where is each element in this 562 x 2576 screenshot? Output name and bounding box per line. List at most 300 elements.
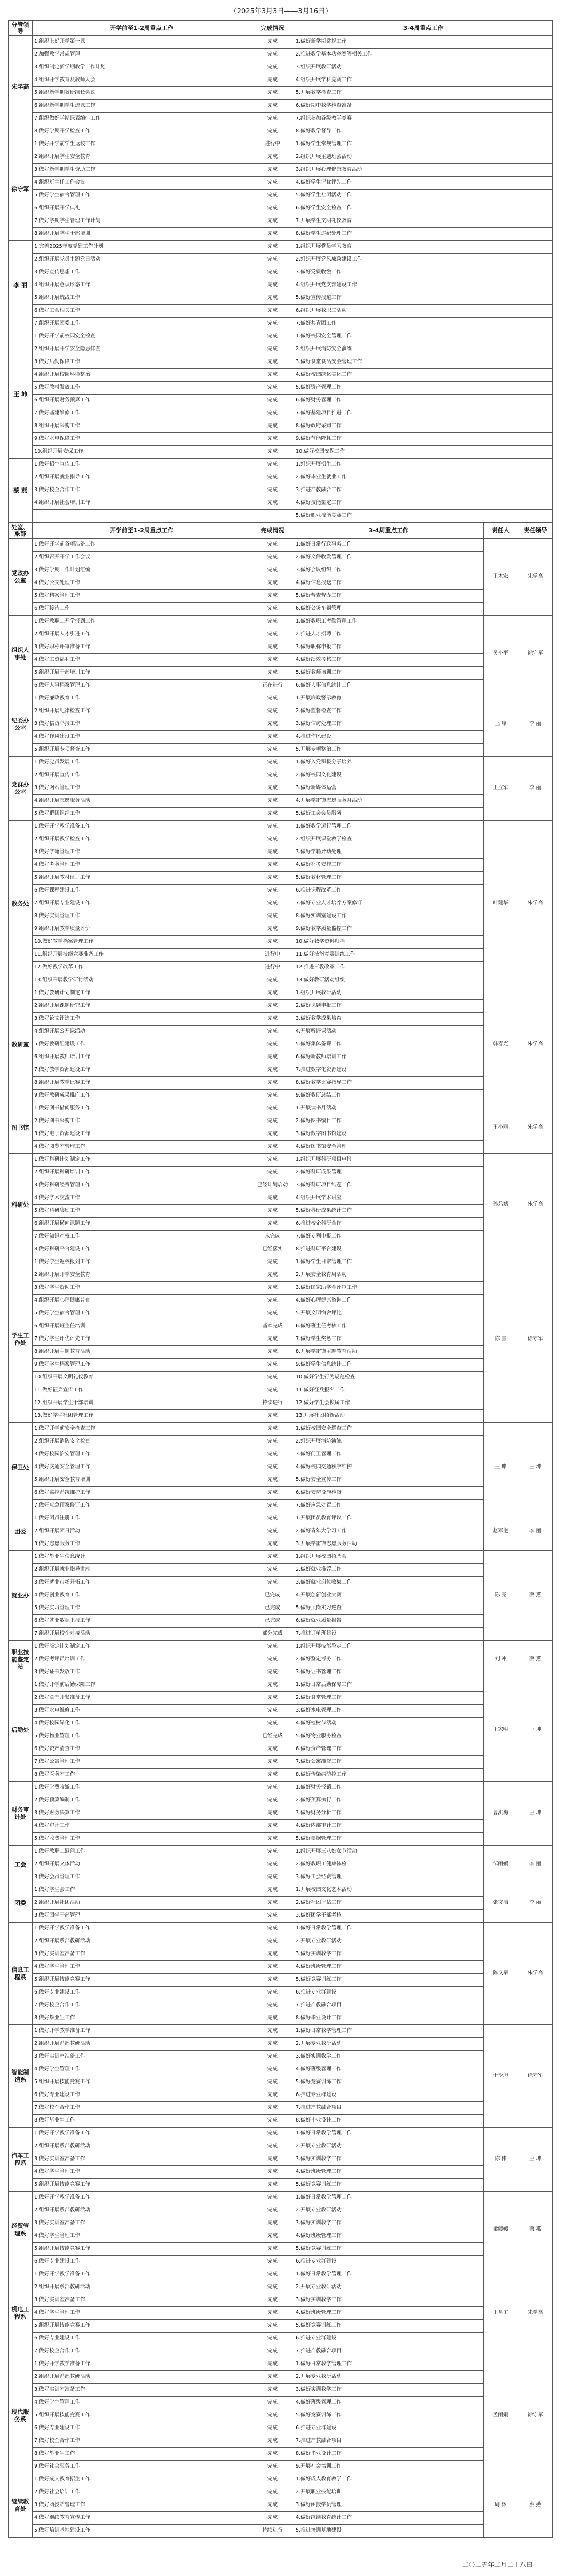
task-w1-2: 2.组织开展文体活动 <box>33 1858 251 1871</box>
task-w3-4: 5.做好集体备课工作 <box>294 1038 484 1051</box>
task-status: 正在进行 <box>251 680 294 692</box>
task-w3-4: 7.做好共青团工作 <box>294 318 553 330</box>
dept-name: 现代服务系 <box>9 2358 33 2473</box>
table-row <box>9 279 553 292</box>
task-w3-4: 1.做好日常教学管理工作 <box>294 1923 484 1935</box>
table-row <box>9 2179 553 2192</box>
task-status: 持续进行 <box>251 1397 294 1410</box>
dept-name: 机电工程系 <box>9 2268 33 2358</box>
task-w1-2: 2.组织开展就业指导讲座 <box>33 1564 251 1577</box>
dept-header-0: 处室、系部 <box>9 523 33 539</box>
task-status: 完成 <box>251 1038 294 1051</box>
task-status: 完成 <box>251 2153 294 2166</box>
responsible-leader: 李 丽 <box>518 1846 553 1884</box>
responsible-person: 陈 亮 <box>484 1551 518 1641</box>
task-w3-4: 8.开展学雷锋主题教育活动 <box>294 1346 484 1359</box>
task-status: 完成 <box>251 395 294 407</box>
task-status: 完成 <box>251 1820 294 1833</box>
task-status: 完成 <box>251 2089 294 2102</box>
task-w3-4: 3.做好函授学员管理 <box>294 2499 484 2512</box>
task-status: 完成 <box>251 2294 294 2307</box>
task-w3-4: 3.做好信访处理工作 <box>294 718 484 731</box>
task-w1-2: 2.组织开展系部教研活动 <box>33 2038 251 2051</box>
table-row <box>9 2217 553 2230</box>
task-w1-2: 3.做好函授站管理工作 <box>33 2499 251 2512</box>
task-w3-4: 3.做好实训教学工作 <box>294 2294 484 2307</box>
task-w1-2: 1.完善2025年度党建工作计划 <box>33 241 251 254</box>
task-status: 完成 <box>251 2268 294 2281</box>
task-w1-2: 2.组织开展系部教研活动 <box>33 2371 251 2384</box>
task-status: 完成 <box>251 1897 294 1910</box>
task-status: 完成 <box>251 2076 294 2089</box>
task-status: 完成 <box>251 846 294 859</box>
task-w1-2: 9.做好水电保障工作 <box>33 433 251 446</box>
task-status: 已经落实 <box>251 1243 294 1256</box>
task-w1-2: 9.做好教研成果推广工作 <box>33 1090 251 1102</box>
table-row <box>9 1538 553 1551</box>
task-w3-4: 8.做好教学督导工作 <box>294 125 553 138</box>
task-w1-2: 7.做好应急预案修订工作 <box>33 1500 251 1512</box>
table-row <box>9 2499 553 2512</box>
table-row <box>9 1974 553 1987</box>
task-w3-4: 1.做好日常教学管理工作 <box>294 2268 484 2281</box>
task-w1-2: 5.做好收费管理工作 <box>33 1833 251 1846</box>
table-row <box>9 782 553 795</box>
task-w3-4: 6.推进校企科研合作 <box>294 1218 484 1231</box>
dept-name: 团委 <box>9 1512 33 1551</box>
task-status: 完成 <box>251 1999 294 2012</box>
task-status: 完成 <box>251 1782 294 1794</box>
task-w3-4: 6.推进专业群建设 <box>294 2333 484 2345</box>
table-row <box>9 872 553 885</box>
task-w1-2: 7.做好校企合作工作 <box>33 1999 251 2012</box>
task-w1-2: 1.做好廉政教育工作 <box>33 692 251 705</box>
table-row <box>9 2230 553 2243</box>
task-status: 完成 <box>251 2051 294 2063</box>
task-status: 完成 <box>251 459 294 471</box>
responsible-person: 孙乐斌 <box>484 1154 518 1256</box>
table-row <box>9 1833 553 1846</box>
task-status: 完成 <box>251 2499 294 2512</box>
table-row <box>9 1154 553 1167</box>
task-w1-2: 2.组织开展科研培训工作 <box>33 1167 251 1179</box>
table-row <box>9 1500 553 1512</box>
table-row <box>9 680 553 692</box>
task-w1-2: 4.做好阅览室管理工作 <box>33 1141 251 1154</box>
table-row <box>9 1666 553 1679</box>
task-w3-4: 8.做好毕业设计工作 <box>294 2115 484 2128</box>
task-w3-4: 5.做好资产管理工作 <box>294 382 553 395</box>
task-w1-2: 2.组织开展系部教研活动 <box>33 1935 251 1948</box>
task-status: 完成 <box>251 628 294 641</box>
task-w1-2: 2.做好考评员培训工作 <box>33 1653 251 1666</box>
task-w1-2: 5.做好档案管理工作 <box>33 590 251 603</box>
task-status: 完成 <box>251 757 294 769</box>
task-w3-4: 1.开展校园文化艺术活动 <box>294 1884 484 1897</box>
task-w1-2: 8.做好学期开学检查工作 <box>33 125 251 138</box>
table-row <box>9 433 553 446</box>
responsible-leader: 蔡 燕 <box>518 1641 553 1679</box>
task-w1-2: 1.做好开学前学生返校工作 <box>33 138 251 151</box>
task-w3-4: 5.做好竞赛训练工作 <box>294 2076 484 2089</box>
table-row <box>9 1653 553 1666</box>
task-w1-2: 8.组织开展采购工作 <box>33 420 251 433</box>
task-w3-4: 1.做好日常后勤保障工作 <box>294 1679 484 1692</box>
task-w3-4: 3.做好实训教学工作 <box>294 2384 484 2397</box>
table-row <box>9 2345 553 2358</box>
task-w3-4: 5.做好顶岗实习巡查 <box>294 1602 484 1615</box>
task-w3-4: 6.做好期中教学检查准备 <box>294 100 553 113</box>
task-w1-2: 7.组织开展专业建设工作 <box>33 897 251 910</box>
responsible-person: 王 坤 <box>484 1423 518 1512</box>
task-w1-2: 5.做好科研奖励工作 <box>33 1205 251 1218</box>
task-w1-2: 1.做好开学教学准备工作 <box>33 2268 251 2281</box>
table-row <box>9 1141 553 1154</box>
task-w1-2: 3.组织制定新学期教学工作计划 <box>33 61 251 74</box>
task-status: 完成 <box>251 2179 294 2192</box>
task-w3-4: 6.做好财务管理工作 <box>294 395 553 407</box>
task-status: 完成 <box>251 1769 294 1782</box>
task-w1-2: 4.做好学术交流工作 <box>33 1192 251 1205</box>
task-w1-2: 1.做好成人教育招生工作 <box>33 2473 251 2486</box>
task-status: 完成 <box>251 164 294 177</box>
responsible-leader: 李 丽 <box>518 1884 553 1923</box>
table-row <box>9 1102 553 1115</box>
task-w1-2: 2.做好社会培训工作 <box>33 2486 251 2499</box>
task-w1-2: 13.组织开展教学研讨活动 <box>33 974 251 987</box>
responsible-leader: 李 丽 <box>518 757 553 821</box>
task-w3-4: 4.做好班级管理工作 <box>294 2063 484 2076</box>
table-row <box>9 497 553 510</box>
task-status: 完成 <box>251 1269 294 1282</box>
task-w1-2: 4.做好学生管理工作 <box>33 2397 251 2409</box>
task-status: 完成 <box>251 2448 294 2461</box>
task-w3-4: 1.组织开展校园招聘会 <box>294 1551 484 1564</box>
task-status: 完成 <box>251 590 294 603</box>
responsible-person: 陈 伟 <box>484 2128 518 2192</box>
task-status: 完成 <box>251 1295 294 1307</box>
task-status: 完成 <box>251 654 294 667</box>
task-w3-4: 1.组织开展招生工作 <box>294 459 553 471</box>
task-status: 完成 <box>251 2038 294 2051</box>
task-w1-2: 4.组织开学教育及教师大会 <box>33 74 251 87</box>
task-w3-4: 5.做好安全宣传工作 <box>294 1474 484 1487</box>
task-status: 完成 <box>251 279 294 292</box>
task-w3-4: 3.做好会议组织工作 <box>294 564 484 577</box>
task-status: 完成 <box>251 1666 294 1679</box>
dept-name: 教研室 <box>9 987 33 1102</box>
task-w3-4: 9.做好学生信息统计工作 <box>294 1359 484 1372</box>
header-status: 完成情况 <box>251 21 294 36</box>
table-row <box>9 1000 553 1013</box>
task-w3-4: 8.做好教学比赛指导工作 <box>294 1077 484 1090</box>
responsible-person: 王木宏 <box>484 539 518 616</box>
task-w1-2: 7.组织做好学期课表编排工作 <box>33 113 251 125</box>
table-row <box>9 705 553 718</box>
task-w1-2: 3.做好会员管理工作 <box>33 1871 251 1884</box>
table-row <box>9 1858 553 1871</box>
task-w1-2: 4.组织开展社会培训工作 <box>33 497 251 510</box>
task-w1-2: 3.做好校园治安管理工作 <box>33 1448 251 1461</box>
table-row <box>9 1577 553 1589</box>
table-row <box>9 2102 553 2115</box>
task-status: 完成 <box>251 2512 294 2525</box>
table-row <box>9 1346 553 1359</box>
task-w3-4: 6.推进专业群建设 <box>294 2089 484 2102</box>
task-status: 完成 <box>251 1205 294 1218</box>
table-row <box>9 1051 553 1064</box>
task-status: 完成 <box>251 100 294 113</box>
table-row <box>9 1295 553 1307</box>
task-w1-2: 4.做好公文处理工作 <box>33 577 251 590</box>
task-status: 完成 <box>251 1051 294 1064</box>
table-row <box>9 305 553 318</box>
task-w3-4: 3.做好就业岗位收集工作 <box>294 1577 484 1589</box>
task-status: 完成 <box>251 2063 294 2076</box>
table-row <box>9 1474 553 1487</box>
task-w1-2: 3.做好学籍管理工作 <box>33 846 251 859</box>
task-w1-2: 8.组织开展教学比赛工作 <box>33 1077 251 1090</box>
task-w3-4: 3.做好国家助学金评审工作 <box>294 1282 484 1295</box>
table-row <box>9 1512 553 1525</box>
task-w1-2: 2.组织开展消防安全检查 <box>33 1436 251 1448</box>
task-status: 完成 <box>251 1846 294 1858</box>
task-w1-2: 1.做好开学教学准备工作 <box>33 2192 251 2204</box>
task-status: 完成 <box>251 859 294 872</box>
task-status: 持续进行 <box>251 2525 294 2538</box>
responsible-person: 王家明 <box>484 1679 518 1782</box>
task-w3-4: 1.开展读书月活动 <box>294 1102 484 1115</box>
task-status: 完成 <box>251 1384 294 1397</box>
task-w3-4: 3.做好实训教学工作 <box>294 2051 484 2063</box>
table-row <box>9 266 553 279</box>
task-w3-4: 2.做好科研成果管理 <box>294 1167 484 1179</box>
task-status: 完成 <box>251 1871 294 1884</box>
task-w3-4: 5.开展教学检查工作 <box>294 87 553 100</box>
table-row <box>9 2512 553 2525</box>
task-w3-4: 1.组织开展科研项目申报 <box>294 1154 484 1167</box>
table-row <box>9 2204 553 2217</box>
responsible-person: 吴小平 <box>484 616 518 692</box>
table-row <box>9 241 553 254</box>
task-w3-4: 6.做好公务车辆管理 <box>294 603 484 616</box>
task-status: 完成 <box>251 1884 294 1897</box>
task-status <box>251 510 294 523</box>
task-status: 完成 <box>251 318 294 330</box>
task-w3-4: 7.推进产教融合项目 <box>294 2435 484 2448</box>
table-row <box>9 254 553 266</box>
task-w1-2: 3.做好团学干部管理 <box>33 1910 251 1923</box>
task-status: 完成 <box>251 1987 294 1999</box>
table-row <box>9 757 553 769</box>
task-w3-4: 1.做好学生常规管理工作 <box>294 138 553 151</box>
table-row <box>9 987 553 1000</box>
task-w1-2: 7.做好学期学生管理工作计划 <box>33 215 251 228</box>
table-row <box>9 177 553 190</box>
task-w1-2: 8.做好毕业生工作 <box>33 2448 251 2461</box>
task-w1-2: 8.做好实训管理工作 <box>33 910 251 923</box>
task-w3-4: 2.做好图书编目工作 <box>294 1115 484 1128</box>
leader-name: 李 丽 <box>9 241 33 330</box>
task-w3-4: 5.做好竞赛训练工作 <box>294 2320 484 2333</box>
task-status: 完成 <box>251 1333 294 1346</box>
table-row <box>9 667 553 680</box>
task-w1-2: 5.组织开展技能竞赛工作 <box>33 2243 251 2256</box>
task-status: 完成 <box>251 36 294 49</box>
table-row <box>9 1461 553 1474</box>
task-status: 完成 <box>251 2307 294 2320</box>
task-w1-2: 5.组织开展干部培训工作 <box>33 667 251 680</box>
responsible-leader: 王 坤 <box>518 1423 553 1512</box>
task-status: 完成 <box>251 1500 294 1512</box>
responsible-person: 王 峰 <box>484 692 518 757</box>
task-w1-2: 8.做好毕业生工作 <box>33 2012 251 2025</box>
task-w1-2: 3.做好学期工作计划汇编 <box>33 564 251 577</box>
task-w3-4: 4.做好信息报送工作 <box>294 577 484 590</box>
table-row <box>9 1871 553 1884</box>
task-w3-4: 7.推进产教融合项目 <box>294 2345 484 2358</box>
responsible-person: 王星宇 <box>484 2268 518 2358</box>
task-w1-2: 4.做好校园绿化工作 <box>33 1718 251 1730</box>
task-w3-4: 5.做好工会会员服务 <box>294 808 484 821</box>
task-w3-4: 2.组织开展党风廉政建设工作 <box>294 254 553 266</box>
task-w1-2: 4.做好继续教育宣传工作 <box>33 2512 251 2525</box>
table-row <box>9 2166 553 2179</box>
task-status: 完成 <box>251 471 294 484</box>
task-status: 完成 <box>251 420 294 433</box>
task-w1-2: 4.做好创业教育工作 <box>33 1589 251 1602</box>
task-w1-2: 3.做好就业市场开拓工作 <box>33 1577 251 1589</box>
table-row <box>9 897 553 910</box>
task-w1-2: 2.组织开展社团活动 <box>33 1897 251 1910</box>
table-row <box>9 974 553 987</box>
task-status: 完成 <box>251 2384 294 2397</box>
task-w1-2: 3.做好志愿服务工作 <box>33 1538 251 1551</box>
table-row <box>9 2461 553 2473</box>
task-w1-2: 2.组织开展教学检查工作 <box>33 833 251 846</box>
task-w3-4: 2.做好校园文化建设 <box>294 769 484 782</box>
task-w1-2: 2.组织召开开学工作会议 <box>33 552 251 564</box>
task-w3-4: 5.做好宣传报道工作 <box>294 292 553 305</box>
task-w3-4: 1.做好入党积极分子培养 <box>294 757 484 769</box>
task-w3-4: 3.做好水电管理工作 <box>294 1705 484 1718</box>
task-status: 完成 <box>251 74 294 87</box>
task-w3-4: 2.做好食堂管理工作 <box>294 1692 484 1705</box>
task-w1-2: 2.组织开展系部教研活动 <box>33 2140 251 2153</box>
task-w3-4: 4.组织开展学科竞赛工作 <box>294 74 553 87</box>
task-w3-4: 4.做好技能鉴定工作 <box>294 497 553 510</box>
task-status: 完成 <box>251 202 294 215</box>
task-status: 完成 <box>251 539 294 552</box>
task-w3-4: 4.做好学生评优评先工作 <box>294 177 553 190</box>
task-status: 完成 <box>251 1974 294 1987</box>
table-row <box>9 2063 553 2076</box>
task-w1-2: 12.组织开展学生干部培训 <box>33 1397 251 1410</box>
table-row <box>9 2051 553 2063</box>
task-w3-4: 7.推进数字化资源建设 <box>294 1064 484 1077</box>
table-row <box>9 1192 553 1205</box>
task-w1-2: 1.做好学费收缴工作 <box>33 1782 251 1794</box>
task-w1-2: 3.做好新学期学生资助工作 <box>33 164 251 177</box>
responsible-leader: 蔡 燕 <box>518 2473 553 2538</box>
responsible-leader: 蔡 燕 <box>518 1551 553 1641</box>
task-w1-2: 1.做好开学教学准备工作 <box>33 2358 251 2371</box>
task-status: 完成 <box>251 2409 294 2422</box>
task-w1-2: 6.做好专业建设工作 <box>33 2089 251 2102</box>
task-status: 完成 <box>251 1436 294 1448</box>
task-status: 完成 <box>251 2102 294 2115</box>
table-row <box>9 1999 553 2012</box>
task-w3-4: 5.开展文明宿舍评比 <box>294 1307 484 1320</box>
responsible-leader: 王 坤 <box>518 1679 553 1782</box>
task-w3-4: 5.做好督查督办工作 <box>294 590 484 603</box>
table-row <box>9 2320 553 2333</box>
task-status: 完成 <box>251 2115 294 2128</box>
dept-name: 财务审计处 <box>9 1782 33 1846</box>
task-status: 完成 <box>251 1551 294 1564</box>
task-w3-4: 11.做好征兵报名工作 <box>294 1384 484 1397</box>
task-w1-2: 12.做好教学改革工作 <box>33 962 251 974</box>
table-row <box>9 2012 553 2025</box>
table-row <box>9 1487 553 1500</box>
task-w3-4: 1.做好教学运行管理工作 <box>294 821 484 833</box>
task-w3-4: 1.做好校园安全管理工作 <box>294 330 553 343</box>
task-w3-4: 6.做好就业质量报告 <box>294 1615 484 1628</box>
table-row <box>9 2140 553 2153</box>
task-status: 完成 <box>251 1474 294 1487</box>
responsible-person: 梁媛媛 <box>484 2192 518 2268</box>
table-row <box>9 1013 553 1026</box>
task-status: 完成 <box>251 2256 294 2268</box>
task-w3-4: 5.做好教材管理工作 <box>294 872 484 885</box>
responsible-person: 于少旭 <box>484 2025 518 2128</box>
table-row <box>9 510 553 523</box>
task-status: 完成 <box>251 2230 294 2243</box>
task-w1-2: 11.做好征兵宣传工作 <box>33 1384 251 1397</box>
dept-name: 科研处 <box>9 1154 33 1256</box>
task-w1-2: 6.做好监控系统维护工作 <box>33 1487 251 1500</box>
task-w1-2: 9.组织开展教学质量评价 <box>33 923 251 936</box>
table-row <box>9 1807 553 1820</box>
dept-name: 学生工作处 <box>9 1256 33 1423</box>
task-w1-2: 4.组织开展意识形态工作 <box>33 279 251 292</box>
task-w1-2: 3.做好财务决算工作 <box>33 1807 251 1820</box>
task-w1-2: 2.加强教学常规管理 <box>33 49 251 61</box>
table-row <box>9 731 553 744</box>
task-w3-4: 4.做好校园绿化美化工作 <box>294 369 553 382</box>
table-row <box>9 923 553 936</box>
task-status: 完成 <box>251 1705 294 1718</box>
task-w1-2: 1.做好开学教学准备工作 <box>33 2128 251 2140</box>
task-status: 完成 <box>251 241 294 254</box>
task-status: 完成 <box>251 1653 294 1666</box>
task-status: 完成 <box>251 667 294 680</box>
task-w3-4: 4.做好校园交通秩序维护 <box>294 1461 484 1474</box>
leader-name: 王 坤 <box>9 330 33 459</box>
table-row <box>9 420 553 433</box>
task-w1-2: 1.做好图书借阅服务工作 <box>33 1102 251 1115</box>
task-status: 完成 <box>251 1448 294 1461</box>
task-w3-4: 7.做好公寓维修工作 <box>294 1756 484 1769</box>
task-w3-4: 3.做好工会经费管理 <box>294 1871 484 1884</box>
task-w1-2: 4.做好学生管理工作 <box>33 2230 251 2243</box>
task-status: 完成 <box>251 1307 294 1320</box>
task-status: 完成 <box>251 872 294 885</box>
task-status: 完成 <box>251 446 294 459</box>
responsible-leader: 朱学高 <box>518 1923 553 2025</box>
table-row <box>9 228 553 241</box>
dept-header-4: 责任人 <box>484 523 518 539</box>
